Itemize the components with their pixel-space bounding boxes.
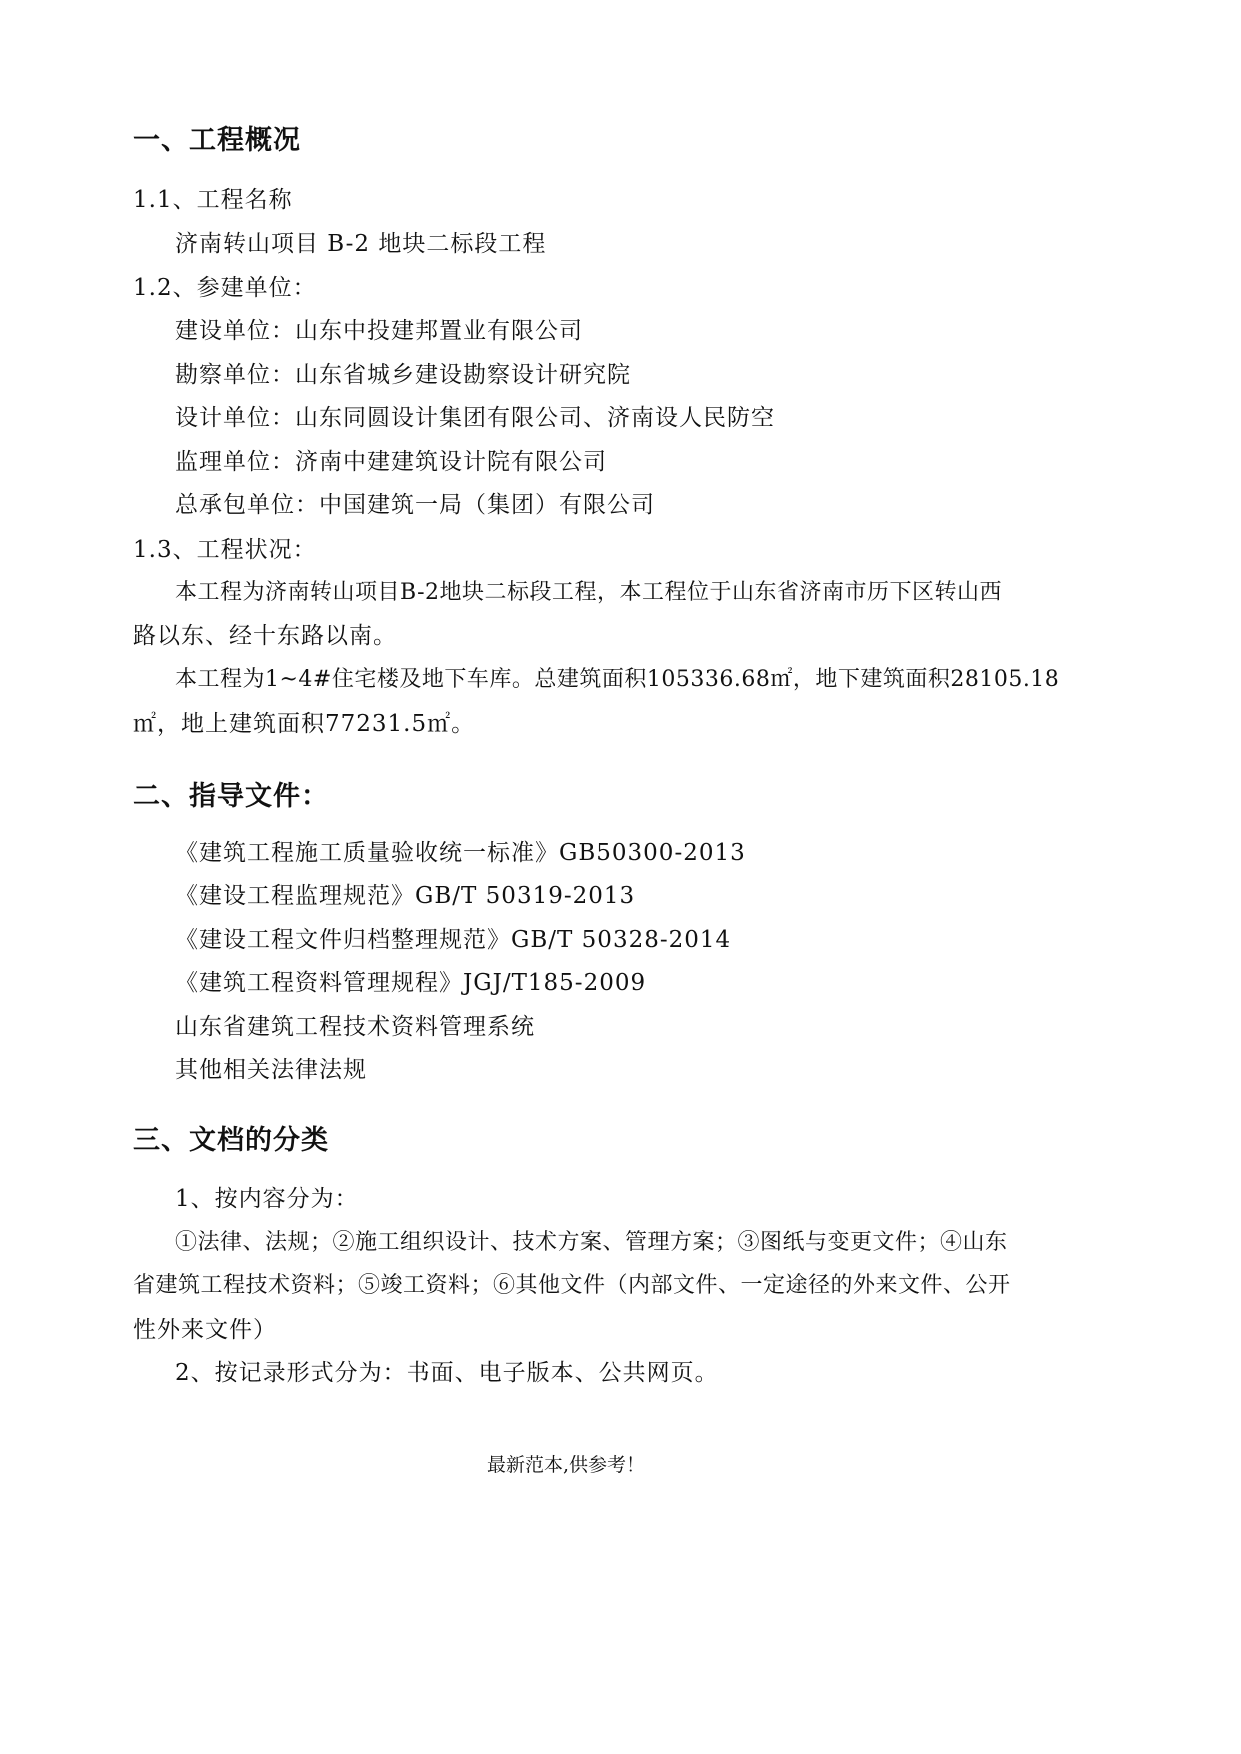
body-text: ㎡，地上建筑面积77231.5㎡。 <box>133 711 476 737</box>
participant-line: 设计单位：山东同圆设计集团有限公司、济南设人民防空 <box>175 405 775 431</box>
section-heading: 二、指导文件： <box>133 781 329 812</box>
subsection-title: 1.2、参建单位： <box>133 275 317 301</box>
participant-line: 勘察单位：山东省城乡建设勘察设计研究院 <box>175 362 631 388</box>
reference-item: 《建筑工程施工质量验收统一标准》GB50300-2013 <box>175 840 746 866</box>
reference-item: 《建设工程文件归档整理规范》GB/T 50328-2014 <box>175 927 732 953</box>
participant-line: 建设单位：山东中投建邦置业有限公司 <box>175 318 583 344</box>
subsection-title: 1.3、工程状况： <box>133 537 317 563</box>
reference-item: 《建设工程监理规范》GB/T 50319-2013 <box>175 883 636 909</box>
reference-item: 其他相关法律法规 <box>175 1057 367 1083</box>
participant-line: 总承包单位：中国建筑一局（集团）有限公司 <box>175 492 655 518</box>
classification-item: 2、按记录形式分为：书面、电子版本、公共网页。 <box>175 1360 719 1386</box>
classification-item: 1、按内容分为： <box>175 1186 359 1212</box>
body-text: 本工程为1~4#住宅楼及地下车库。总建筑面积105336.68㎡，地下建筑面积28105.18 <box>175 667 1060 692</box>
reference-item: 山东省建筑工程技术资料管理系统 <box>175 1014 535 1040</box>
reference-item: 《建筑工程资料管理规程》JGJ/T185-2009 <box>175 970 647 996</box>
classification-text: ①法律、法规；②施工组织设计、技术方案、管理方案；③图纸与变更文件；④山东 <box>175 1230 1008 1255</box>
project-name: 济南转山项目 B-2 地块二标段工程 <box>175 231 547 257</box>
participant-line: 监理单位：济南中建建筑设计院有限公司 <box>175 449 607 475</box>
section-heading: 一、工程概况 <box>133 125 301 156</box>
subsection-title: 1.1、工程名称 <box>133 187 293 213</box>
section-heading: 三、文档的分类 <box>133 1125 329 1156</box>
body-text: 路以东、经十东路以南。 <box>133 623 397 649</box>
body-text: 本工程为济南转山项目B-2地块二标段工程，本工程位于山东省济南市历下区转山西 <box>175 580 1003 605</box>
classification-text: 省建筑工程技术资料；⑤竣工资料；⑥其他文件（内部文件、一定途径的外来文件、公开 <box>133 1273 1011 1298</box>
classification-text: 性外来文件） <box>133 1317 277 1343</box>
page-footer: 最新范本,供参考！ <box>487 1454 646 1476</box>
